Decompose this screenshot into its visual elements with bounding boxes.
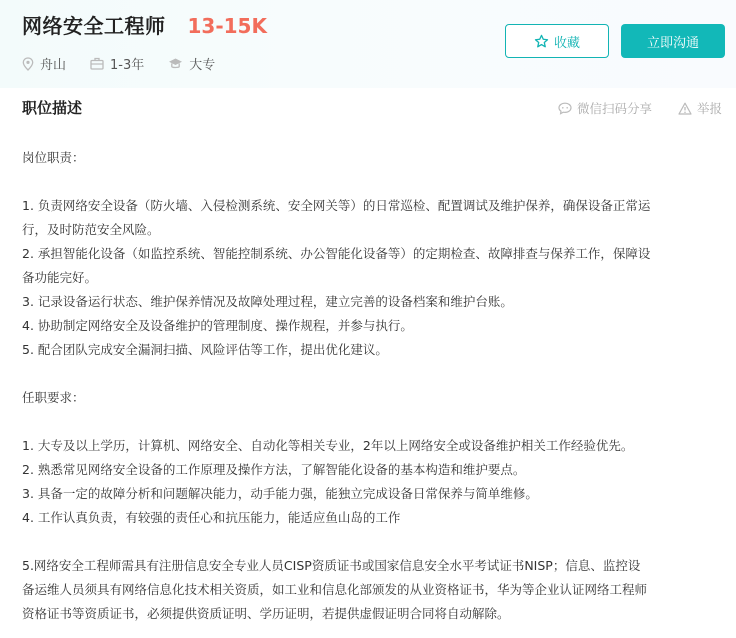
note-line: 资格证书等资质证书，必须提供资质证明、学历证明，若提供虚假证明合同将自动解除。: [22, 606, 510, 621]
meta-experience: [90, 54, 144, 73]
duties-heading: 岗位职责：: [22, 150, 85, 165]
education-text: 大专: [189, 58, 216, 73]
report-label: 举报: [696, 101, 722, 116]
duty-line: 1. 负责网络安全设备（防火墙、入侵检测系统、安全网关等）的日常巡检、配置调试及维护保养，确保设备正常运: [22, 198, 651, 213]
warning-icon: [678, 102, 692, 115]
job-title: 网络安全工程师: [22, 14, 166, 38]
requirement-line: 4. 工作认真负责，有较强的责任心和抗压能力，能适应鱼山岛的工作: [22, 510, 401, 525]
report-link[interactable]: [678, 99, 722, 117]
title-row: [22, 10, 267, 39]
salary: 13-15K: [187, 14, 267, 38]
note-line: 5.网络安全工程师需具有注册信息安全专业人员CISP资质证书或国家信息安全水平考试证书NISP；信息、监控设: [22, 558, 641, 573]
requirement-line: 1. 大专及以上学历，计算机、网络安全、自动化等相关专业，2年以上网络安全或设备维护相关工作经验优先。: [22, 438, 634, 453]
duty-line: 3. 记录设备运行状态、维护保养情况及故障处理过程，建立完善的设备档案和维护台账。: [22, 294, 513, 309]
job-meta: [22, 54, 239, 73]
chat-bubble-icon: [558, 102, 572, 115]
section-title: 职位描述: [22, 99, 83, 117]
location-text: 舟山: [40, 58, 67, 73]
briefcase-icon: [90, 57, 104, 70]
share-label: 微信扫码分享: [576, 101, 652, 116]
duty-line: 4. 协助制定网络安全及设备维护的管理制度、操作规程，并参与执行。: [22, 318, 413, 333]
duty-line: 5. 配合团队完成安全漏洞扫描、风险评估等工作，提出优化建议。: [22, 342, 388, 357]
meta-location: [22, 54, 66, 73]
duty-line: 2. 承担智能化设备（如监控系统、智能控制系统、办公智能化设备等）的定期检查、故障排查与保养工作，保障设: [22, 246, 651, 261]
meta-education: [168, 54, 215, 73]
duty-line: 行，及时防范安全风险。: [22, 222, 160, 237]
job-header: [0, 0, 736, 88]
section-actions: [532, 99, 722, 117]
requirement-line: 3. 具备一定的故障分析和问题解决能力，动手能力强，能独立完成设备日常保养与简单维修。: [22, 486, 538, 501]
chat-now-button[interactable]: [621, 24, 725, 58]
star-icon: [534, 34, 549, 49]
location-pin-icon: [22, 57, 34, 71]
requirement-line: 2. 熟悉常见网络安全设备的工作原理及操作方法，了解智能化设备的基本构造和维护要点。: [22, 462, 526, 477]
chat-label: 立即沟通: [646, 34, 699, 50]
job-description: [22, 146, 726, 626]
graduation-cap-icon: [168, 57, 183, 70]
collect-button[interactable]: [505, 24, 609, 58]
duty-line: 备功能完好。: [22, 270, 98, 285]
collect-label: 收藏: [553, 34, 580, 50]
requirements-heading: 任职要求：: [22, 390, 85, 405]
experience-text: 1-3年: [110, 58, 145, 73]
note-line: 备运维人员须具有网络信息化技术相关资质，如工业和信息化部颁发的从业资格证书，华为等企业认证网络工程师: [22, 582, 648, 597]
share-wechat-link[interactable]: [558, 99, 652, 117]
